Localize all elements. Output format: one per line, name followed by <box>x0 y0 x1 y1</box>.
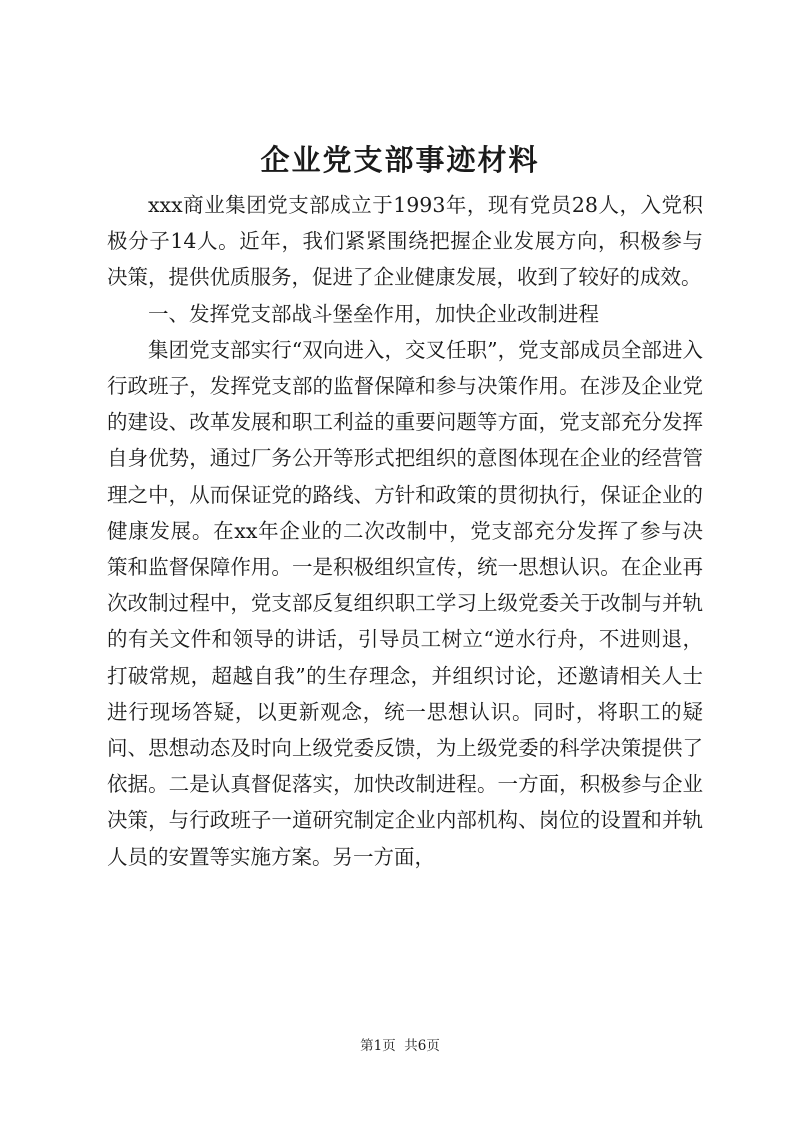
document-body <box>107 187 703 875</box>
paragraph-section-1: 集团党支部实行“双向进入，交叉任职”，党支部成员全部进入行政班子，发挥党支部的监督保障和参与决策作用。在涉及企业党的建设、改革发展和职工利益的重要问题等方面，党支部充分发挥自身优势，通过厂务公开等形式把组织的意图体现在企业的经营管理之中，从而保证党的路线、方针和政策的贯彻执行，保证企业的健康发展。在xx年企业的二次改制中，党支部充分发挥了参与决策和监督保障作用。一是积极组织宣传，统一思想认识。在企业再次改制过程中，党支部反复组织职工学习上级党委关于改制与并轨的有关文件和领导的讲话，引导员工树立“逆水行舟，不进则退，打破常规，超越自我”的生存理念，并组织讨论，还邀请相关人士进行现场答疑，以更新观念，统一思想认识。同时，将职工的疑问、思想动态及时向上级党委反馈，为上级党委的科学决策提供了依据。二是认真督促落实，加快改制进程。一方面，积极参与企业决策，与行政班子一道研究制定企业内部机构、岗位的设置和并轨人员的安置等实施方案。另一方面， <box>107 337 703 869</box>
page-footer <box>0 1036 800 1056</box>
section-heading: 一、发挥党支部战斗堡垒作用，加快企业改制进程 <box>148 301 599 326</box>
paragraph-intro: xxx商业集团党支部成立于1993年，现有党员28人，入党积极分子14人。近年，我们紧紧围绕把握企业发展方向，积极参与决策，提供优质服务，促进了企业健康发展，收到了较好的成效。 <box>107 193 703 290</box>
page-total: 共6页 <box>404 1038 440 1054</box>
page-number: 第1页 <box>360 1038 396 1054</box>
document-title: 企业党支部事迹材料 <box>260 143 540 177</box>
